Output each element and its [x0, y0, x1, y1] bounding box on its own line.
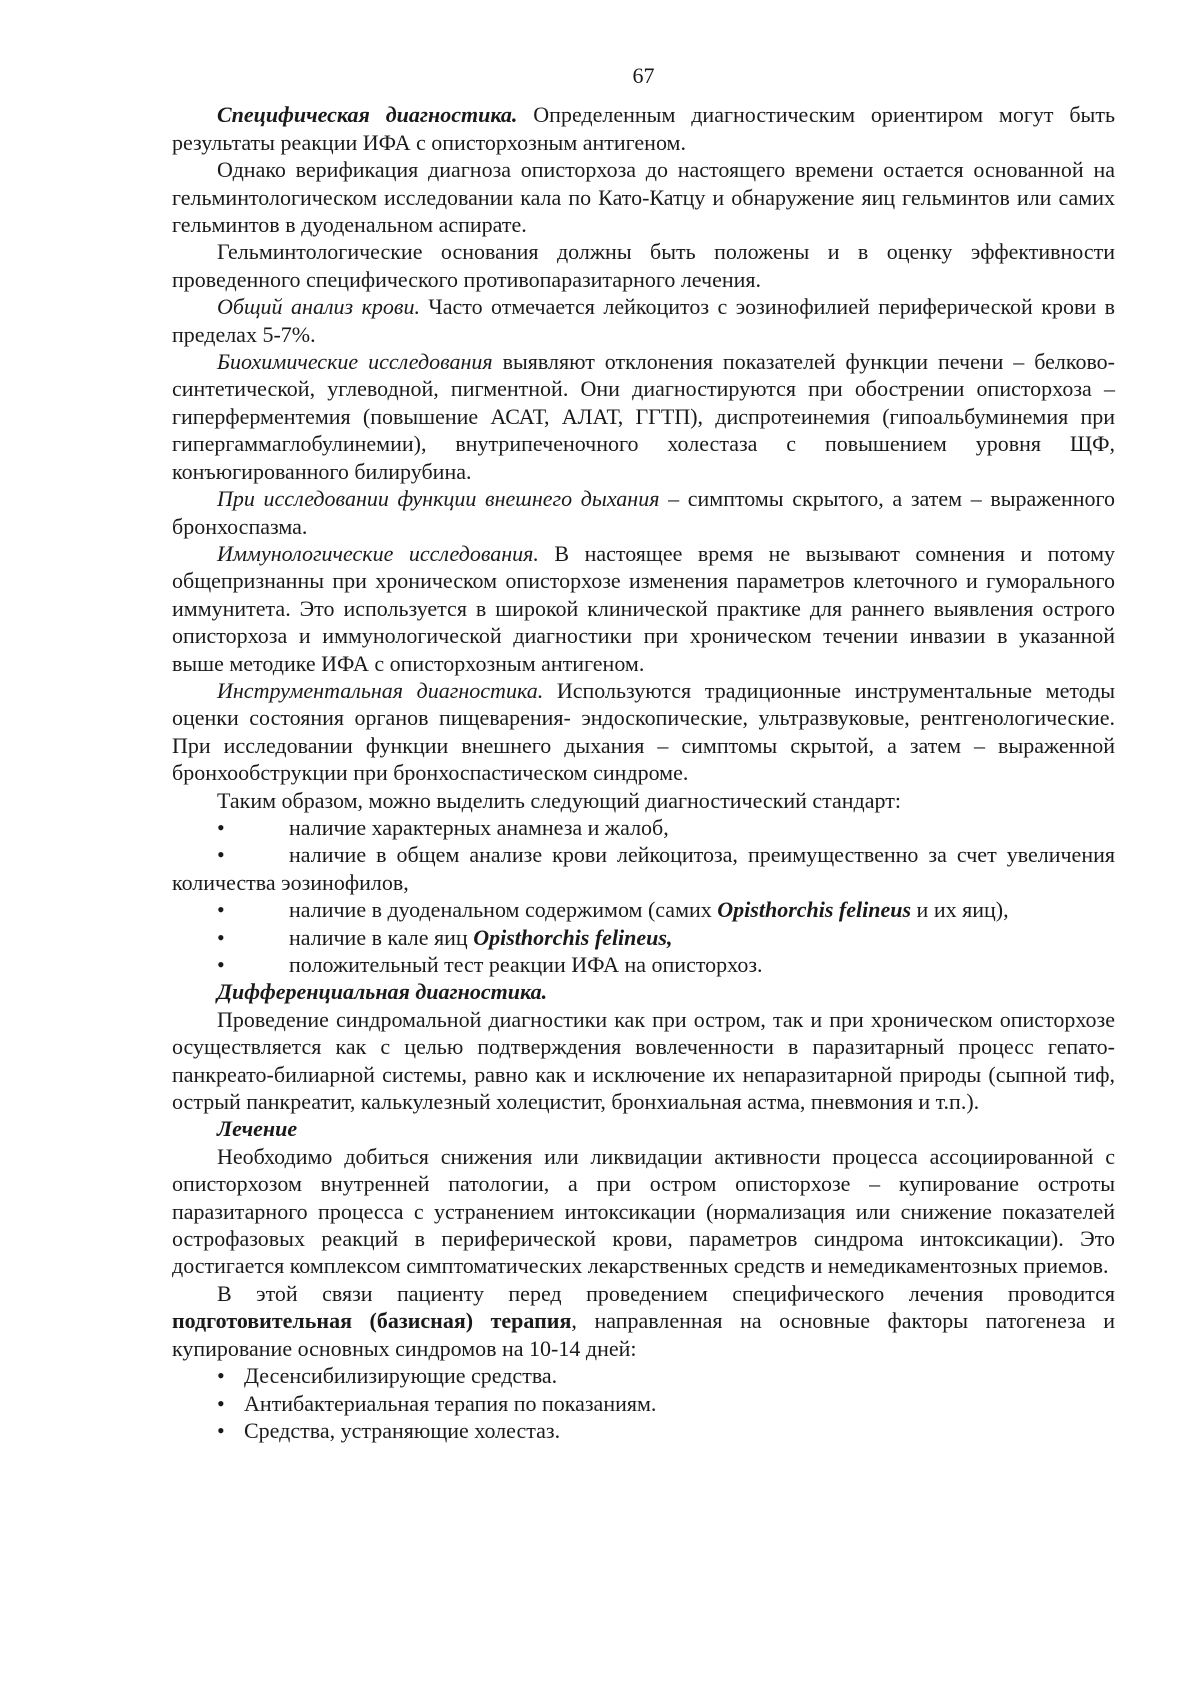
bullet-icon: • — [217, 814, 225, 840]
paragraph-respiratory: При исследовании функции внешнего дыхания – симптомы скрытого, а затем – выраженного бронхоспазма. — [172, 486, 1115, 539]
paragraph-treatment-goals: Необходимо добиться снижения или ликвидации активности процесса ассоциированной с описторхозом внутренней патологии, а при остром описторхозе – купирование остроты паразитарного процесса с устранением интоксикации (нормализация или снижение показателей острофазовых реакций в периферической крови, параметров синдрома интоксикации). Это достигается комплексом симптоматических лекарственных средств и немедикаментозных приемов. — [172, 1143, 1115, 1279]
list-item: • наличие характерных анамнеза и жалоб, — [217, 814, 669, 840]
list-item: • наличие в кале яиц Opisthorchis felineus, — [217, 924, 673, 950]
list-item: • наличие в общем анализе крови лейкоцитоза, преимущественно за счет увеличения количества эозинофилов, — [172, 842, 1115, 895]
bullet-icon: • — [217, 1390, 225, 1416]
page-number: 67 — [632, 63, 655, 88]
paragraph-biochemistry: Биохимические исследования выявляют отклонения показателей функции печени – белково-синтетической, углеводной, пигментной. Они диагностируются при обострении описторхоза – гиперферментемия (повышение АСАТ, АЛАТ, ГГТП), диспротеинемия (гипоальбуминемия при гипергаммаглобулинемии), внутрипеченочного холестаза с повышением уровня ЩФ, конъюгированного билирубина. — [172, 349, 1116, 484]
bullet-icon: • — [217, 952, 225, 977]
heading-treatment: Лечение — [217, 1116, 298, 1142]
list-item: • наличие в дуоденальном содержимом (самих Opisthorchis felineus и их яиц), — [217, 897, 1009, 923]
section-lead-biochemistry: Биохимические исследования — [217, 349, 493, 375]
bullet-icon: • — [217, 1363, 225, 1389]
paragraph-differential: Проведение синдромальной диагностики как при остром, так и при хроническом описторхозе осуществляется как с целью подтверждения вовлеченности в паразитарный процесс гепато-панкреато-билиарной системы, равно как и исключение их непаразитарной природы (сыпной тиф, острый панкреатит, калькулезный холецистит, бронхиальная астма, пневмония и т.п.). — [172, 1006, 1115, 1115]
section-lead-instrumental: Инструментальная диагностика. — [217, 677, 544, 703]
paragraph-immunology: Иммунологические исследования. В настоящее время не вызывают сомнения и потому общепризнанны при хроническом описторхозе изменения параметров клеточного и гуморального иммунитета. Это используется в широкой клинической практике для раннего выявления острого описторхоза и иммунологической диагностики при хроническом течении инвазии в указанной выше методике ИФА с описторхозным антигеном. — [172, 540, 1115, 676]
bullet-icon: • — [217, 897, 225, 923]
paragraph-blood-test: Общий анализ крови. Часто отмечается лейкоцитоз с эозинофилией периферической крови в пределах 5-7%. — [172, 294, 1115, 347]
list-item: • Средства, устраняющие холестаз. — [217, 1417, 561, 1443]
paragraph-basic-therapy: В этой связи пациенту перед проведением специфического лечения проводится подготовительная (базисная) терапия, направленная на основные факторы патогенеза и купирование основных синдромов на 10-14 дней: — [172, 1280, 1115, 1361]
section-lead-blood-test: Общий анализ крови. — [217, 294, 420, 320]
paragraph-verification: Однако верификация диагноза описторхоза до настоящего времени остается основанной на гельминтологическом исследовании кала по Като-Катцу и обнаружение яиц гельминтов или самих гельминтов в дуоденальном аспирате. — [172, 157, 1115, 238]
paragraph-instrumental: Инструментальная диагностика. Используются традиционные инструментальные методы оценки состояния органов пищеварения- эндоскопические, ультразвуковые, рентгенологические. При исследовании функции внешнего дыхания – симптомы скрытой, а затем – выраженной бронхообструкции при бронхоспастическом синдроме. — [172, 677, 1116, 786]
species-name: Opisthorchis felineus, — [473, 924, 673, 950]
section-lead-immunology: Иммунологические исследования. — [217, 540, 539, 566]
document-page — [172, 62, 1115, 1444]
bullet-icon: • — [217, 924, 225, 950]
species-name: Opisthorchis felineus — [717, 897, 912, 923]
section-lead-respiratory: При исследовании функции внешнего дыхания — [217, 486, 660, 512]
paragraph-specific-diagnostics: Специфическая диагностика. Определенным диагностическим ориентиром могут быть результаты реакции ИФА с описторхозным антигеном. — [172, 102, 1115, 155]
heading-differential-diagnostics: Дифференциальная диагностика. — [217, 979, 548, 1005]
paragraph-helminth-basis: Гельминтологические основания должны быть положены и в оценку эффективности проведенного специфического противопаразитарного лечения. — [172, 239, 1115, 292]
bullet-icon: • — [217, 842, 225, 868]
bullet-icon: • — [217, 1417, 225, 1443]
paragraph-standard-intro: Таким образом, можно выделить следующий диагностический стандарт: — [217, 787, 901, 813]
section-lead-specific-diagnostics: Специфическая диагностика. — [217, 102, 518, 128]
list-item: • Антибактериальная терапия по показаниям. — [217, 1390, 657, 1416]
basic-therapy-term: подготовительная (базисная) терапия — [172, 1308, 572, 1334]
list-item: • Десенсибилизирующие средства. — [217, 1363, 558, 1389]
list-item: • положительный тест реакции ИФА на описторхоз. — [217, 952, 763, 977]
